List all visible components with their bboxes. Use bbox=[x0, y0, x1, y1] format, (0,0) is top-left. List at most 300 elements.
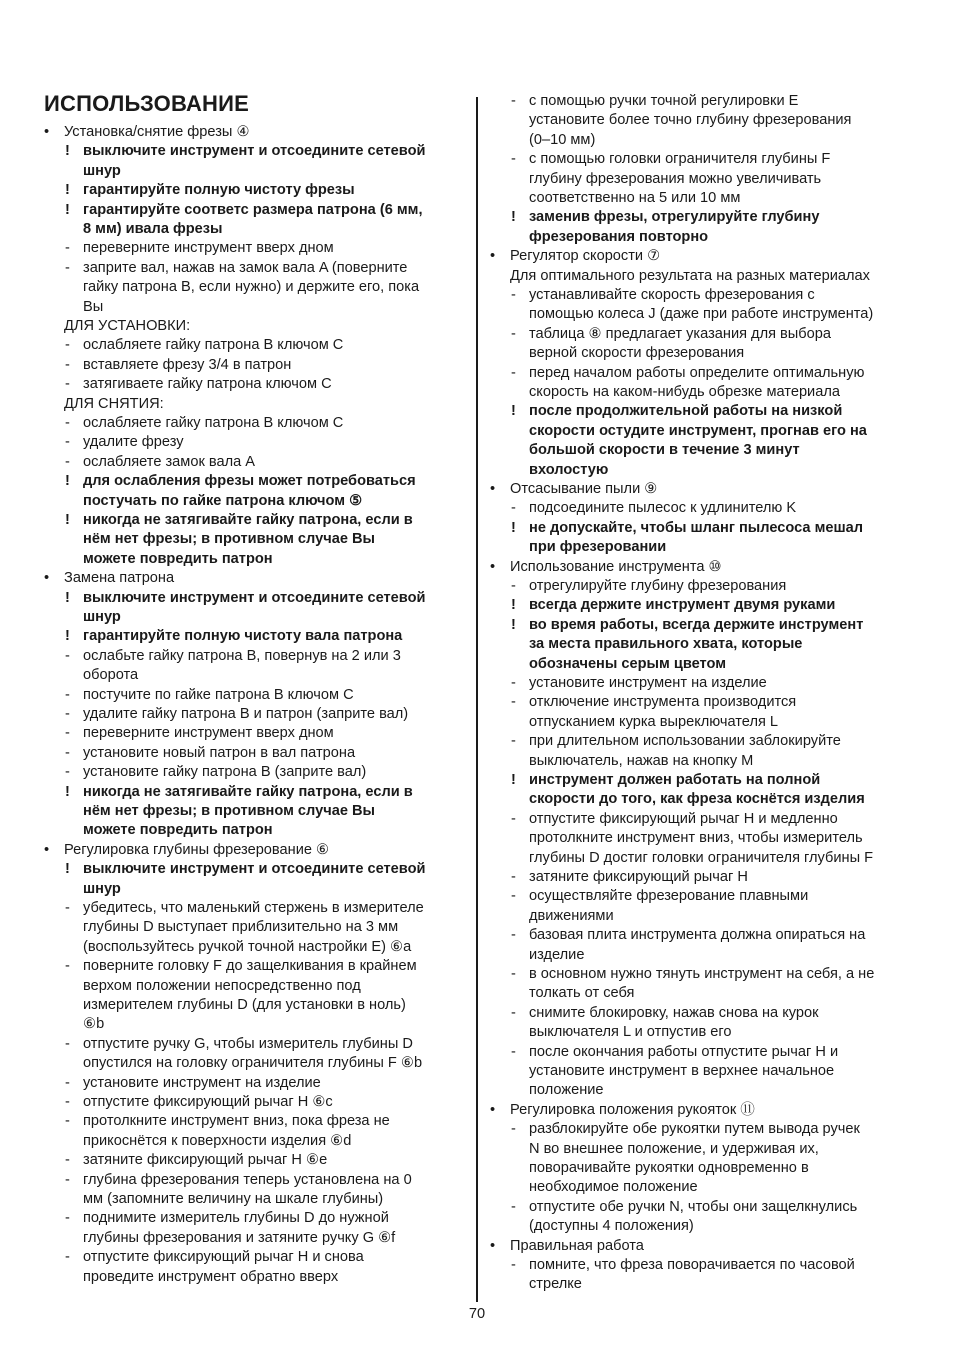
bullet-marker: • bbox=[44, 124, 50, 140]
text-line bbox=[44, 841, 330, 860]
warning-marker: ! bbox=[65, 143, 70, 160]
line-text: выключите инструмент и отсоедините сетевой bbox=[83, 589, 426, 606]
text-line bbox=[511, 674, 767, 693]
text-line bbox=[64, 395, 164, 414]
text-line bbox=[490, 558, 722, 577]
text-line bbox=[65, 705, 409, 724]
text-line bbox=[65, 899, 424, 918]
warning-marker: ! bbox=[65, 861, 70, 878]
text-line bbox=[511, 499, 797, 518]
line-text: Регулировка глубины фрезерование ⑥ bbox=[64, 841, 330, 858]
text-line bbox=[83, 1190, 383, 1209]
text-line bbox=[511, 965, 875, 984]
line-text: глубины фрезерования и затяните ручку G ⑥f bbox=[83, 1229, 396, 1246]
text-line bbox=[65, 724, 334, 743]
line-text: (доступны 4 положения) bbox=[529, 1218, 694, 1235]
text-line bbox=[529, 907, 614, 926]
line-text: стрелке bbox=[529, 1276, 582, 1293]
dash-marker: - bbox=[511, 694, 516, 711]
line-text: разблокируйте обе рукоятки путем вывода ручек bbox=[529, 1121, 860, 1138]
text-line bbox=[529, 1081, 604, 1100]
dash-marker: - bbox=[511, 675, 516, 691]
bullet-marker: • bbox=[44, 570, 50, 587]
text-line bbox=[65, 1171, 412, 1190]
text-line bbox=[65, 142, 426, 161]
text-line bbox=[490, 1237, 644, 1256]
line-text: затягиваете гайку патрона ключом C bbox=[83, 376, 332, 393]
bullet-marker: • bbox=[490, 481, 496, 497]
dash-marker: - bbox=[511, 500, 516, 517]
dash-marker: - bbox=[65, 259, 70, 276]
line-text: выключателя L и отпустив его bbox=[529, 1024, 732, 1041]
dash-marker: - bbox=[65, 337, 70, 354]
text-line bbox=[529, 1062, 834, 1081]
dash-marker: - bbox=[65, 376, 70, 393]
dash-marker: - bbox=[511, 578, 516, 594]
line-text: затяните фиксирующий рычаг H ⑥e bbox=[83, 1152, 328, 1169]
line-text: заменив фрезы, отрегулируйте глубину bbox=[529, 209, 820, 226]
text-line bbox=[511, 1004, 819, 1023]
text-line bbox=[83, 530, 375, 549]
line-text: глубину фрезерования можно увеличивать bbox=[529, 170, 822, 187]
text-line bbox=[529, 946, 584, 965]
dash-marker: - bbox=[511, 151, 516, 168]
dash-marker: - bbox=[65, 453, 70, 470]
line-text: после окончания работы отпустите рычаг H и bbox=[529, 1043, 839, 1060]
line-text: скорость на каком-нибудь обрезке материала bbox=[529, 384, 840, 400]
dash-marker: - bbox=[65, 744, 70, 761]
line-text: Замена патрона bbox=[64, 570, 175, 587]
line-text: отпустите обе ручки N, чтобы они защелкнулись bbox=[529, 1198, 858, 1215]
line-text: перед началом работы определите оптимальную bbox=[529, 364, 865, 381]
line-text: ⑥b bbox=[83, 1016, 105, 1033]
line-text: выключите инструмент и отсоедините сетевой bbox=[83, 143, 426, 160]
text-line bbox=[511, 286, 815, 305]
line-text: устанавливайте скорость фрезерования с bbox=[529, 287, 815, 303]
text-line bbox=[511, 92, 799, 111]
dash-marker: - bbox=[65, 1035, 70, 1052]
line-text: ДЛЯ УСТАНОВКИ: bbox=[64, 318, 191, 334]
line-text: заприте вал, нажав на замок вала A (поверните bbox=[83, 259, 408, 276]
line-text: таблица ⑧ предлагает указания для выбора bbox=[529, 325, 831, 342]
text-line bbox=[83, 1268, 338, 1287]
dash-marker: - bbox=[511, 810, 516, 827]
text-line bbox=[529, 228, 708, 247]
text-line bbox=[83, 298, 103, 317]
line-text: затяните фиксирующий рычаг H bbox=[529, 869, 748, 885]
dash-marker: - bbox=[511, 287, 516, 303]
line-text: за места правильного хвата, которые bbox=[529, 636, 803, 653]
text-line bbox=[83, 802, 375, 821]
line-text: отпустите фиксирующий рычаг H ⑥c bbox=[83, 1094, 333, 1110]
dash-marker: - bbox=[65, 415, 70, 431]
line-text: инструмент должен работать на полной bbox=[529, 772, 821, 788]
dash-marker: - bbox=[65, 958, 70, 975]
text-line bbox=[511, 596, 836, 615]
line-text: протолкните инструмент вниз, пока фреза не bbox=[83, 1113, 390, 1130]
text-line bbox=[529, 790, 865, 809]
text-line bbox=[529, 1217, 694, 1236]
dash-marker: - bbox=[65, 900, 70, 916]
text-line bbox=[529, 111, 851, 130]
text-line bbox=[65, 239, 334, 258]
text-line bbox=[65, 957, 417, 976]
line-text: базовая плита инструмента должна опираться на bbox=[529, 927, 866, 944]
text-line bbox=[529, 461, 608, 480]
text-line bbox=[83, 1054, 422, 1073]
warning-marker: ! bbox=[65, 628, 70, 645]
text-line bbox=[529, 344, 744, 363]
warning-marker: ! bbox=[65, 201, 70, 218]
section-heading: ИСПОЛЬЗОВАНИЕ bbox=[44, 91, 250, 116]
text-line bbox=[83, 550, 273, 569]
text-line bbox=[65, 686, 354, 705]
line-text: поднимите измеритель глубины D до нужной bbox=[83, 1210, 389, 1227]
text-line bbox=[65, 1248, 364, 1267]
text-line bbox=[529, 1275, 582, 1294]
line-text: Вы bbox=[83, 298, 104, 315]
text-line bbox=[511, 364, 865, 383]
warning-marker: ! bbox=[65, 182, 70, 199]
text-line bbox=[511, 1043, 839, 1062]
text-line bbox=[83, 1015, 104, 1034]
text-line bbox=[529, 1140, 819, 1159]
dash-marker: - bbox=[511, 1004, 516, 1021]
text-line bbox=[65, 1074, 321, 1093]
line-text: переверните инструмент вверх дном bbox=[83, 240, 334, 257]
text-line bbox=[529, 189, 740, 208]
dash-marker: - bbox=[65, 1210, 70, 1227]
text-line bbox=[511, 208, 820, 227]
bullet-marker: • bbox=[44, 841, 50, 858]
line-text: гарантируйте соответс размера патрона (6 мм, bbox=[83, 201, 423, 218]
text-line bbox=[511, 887, 809, 906]
dash-marker: - bbox=[511, 966, 516, 982]
line-text: никогда не затягивайте гайку патрона, если в bbox=[83, 783, 413, 800]
dash-marker: - bbox=[65, 764, 70, 781]
line-text: установите гайку патрона B (заприте вал) bbox=[83, 764, 367, 781]
text-line bbox=[490, 1101, 755, 1120]
text-line bbox=[65, 1112, 390, 1131]
text-line bbox=[65, 860, 426, 879]
text-line bbox=[83, 492, 362, 511]
line-text: измерителем глубины D (для установки в ноль) bbox=[83, 997, 406, 1013]
line-text: поворачивайте рукоятки одновременно в bbox=[529, 1160, 809, 1176]
text-line bbox=[65, 1035, 413, 1054]
line-text: гарантируйте полную чистоту фрезы bbox=[83, 182, 355, 199]
text-line bbox=[511, 771, 821, 790]
line-text: ослабляете замок вала A bbox=[83, 453, 256, 470]
text-line bbox=[511, 325, 831, 344]
text-line bbox=[83, 278, 419, 297]
text-line bbox=[65, 744, 356, 763]
line-text: шнур bbox=[83, 880, 121, 897]
line-text: скорости до того, как фреза коснётся изделия bbox=[529, 791, 865, 808]
text-line bbox=[529, 1159, 809, 1178]
text-line bbox=[65, 1209, 389, 1228]
line-text: никогда не затягивайте гайку патрона, если в bbox=[83, 512, 413, 528]
bullet-marker: • bbox=[490, 1237, 496, 1254]
line-text: снимите блокировку, нажав снова на курок bbox=[529, 1004, 819, 1021]
line-text: 8 мм) ивала фрезы bbox=[83, 221, 223, 237]
line-text: Установка/снятие фрезы ④ bbox=[64, 124, 250, 140]
dash-marker: - bbox=[511, 733, 516, 750]
dash-marker: - bbox=[65, 1113, 70, 1130]
dash-marker: - bbox=[65, 647, 70, 664]
line-text: верной скорости фрезерования bbox=[529, 345, 745, 362]
text-line bbox=[511, 1120, 860, 1139]
text-line bbox=[529, 383, 840, 402]
text-line bbox=[83, 1229, 395, 1248]
text-line bbox=[511, 402, 843, 421]
dash-marker: - bbox=[511, 888, 516, 905]
dash-marker: - bbox=[65, 1249, 70, 1266]
line-text: изделие bbox=[529, 946, 585, 963]
dash-marker: - bbox=[65, 1094, 70, 1110]
line-text: глубины D выступает приблизительно на 3 мм bbox=[83, 919, 399, 936]
line-text: положение bbox=[529, 1082, 604, 1099]
line-text: можете повредить патрон bbox=[83, 550, 273, 567]
text-line bbox=[65, 201, 423, 220]
dash-marker: - bbox=[65, 356, 70, 373]
text-line bbox=[511, 577, 787, 596]
line-text: скорости остудите инструмент, прогнав его на bbox=[529, 422, 867, 439]
text-line bbox=[511, 868, 748, 887]
line-text: Регулятор скорости ⑦ bbox=[510, 248, 661, 265]
line-text: в основном нужно тянуть инструмент на себя, а не bbox=[529, 966, 875, 982]
text-line bbox=[511, 519, 864, 538]
text-line bbox=[65, 414, 344, 433]
text-line bbox=[83, 880, 121, 899]
dash-marker: - bbox=[65, 1152, 70, 1169]
text-line bbox=[65, 647, 401, 666]
line-text: Использование инструмента ⑩ bbox=[510, 558, 722, 575]
line-text: N во внешнее положение, и удерживая их, bbox=[529, 1140, 819, 1157]
warning-marker: ! bbox=[65, 589, 70, 606]
text-line bbox=[511, 810, 838, 829]
line-text: постучать по гайке патрона ключом ⑤ bbox=[83, 492, 363, 509]
text-line bbox=[83, 220, 223, 239]
dash-marker: - bbox=[65, 706, 70, 722]
text-line bbox=[64, 317, 190, 336]
line-text: установите инструмент на изделие bbox=[83, 1074, 321, 1091]
line-text: Для оптимального результата на разных материалах bbox=[510, 267, 870, 284]
text-line bbox=[65, 433, 184, 452]
text-line bbox=[529, 131, 595, 150]
text-line bbox=[529, 829, 863, 848]
warning-marker: ! bbox=[65, 512, 70, 528]
line-text: обозначены серым цветом bbox=[529, 655, 727, 672]
line-text: Отсасывание пыли ⑨ bbox=[510, 481, 658, 497]
dash-marker: - bbox=[65, 725, 70, 742]
text-line bbox=[65, 1093, 333, 1112]
text-line bbox=[529, 655, 726, 674]
text-line bbox=[529, 713, 778, 732]
dash-marker: - bbox=[65, 240, 70, 257]
line-text: ослабляете гайку патрона B ключом C bbox=[83, 415, 344, 431]
line-text: глубины D достиг головки ограничителя глубины F bbox=[529, 849, 874, 866]
warning-marker: ! bbox=[65, 783, 70, 800]
line-text: подсоедините пылесос к удлинителю K bbox=[529, 500, 797, 517]
text-line bbox=[529, 441, 800, 460]
text-line bbox=[529, 170, 821, 189]
text-line bbox=[83, 162, 121, 181]
text-line bbox=[65, 627, 403, 646]
line-text: нём нет фрезы; в противном случае Вы bbox=[83, 531, 376, 548]
text-line bbox=[511, 616, 864, 635]
line-text: вставляете фрезу 3/4 в патрон bbox=[83, 356, 292, 373]
text-line bbox=[83, 918, 398, 937]
line-text: отключение инструмента производится bbox=[529, 694, 797, 711]
text-line bbox=[490, 247, 661, 266]
line-text: установите инструмент на изделие bbox=[529, 675, 767, 691]
dash-marker: - bbox=[511, 325, 516, 342]
text-line bbox=[511, 1198, 858, 1217]
dash-marker: - bbox=[511, 1121, 516, 1138]
text-line bbox=[511, 150, 831, 169]
line-text: верхом положении непосредственно под bbox=[83, 977, 361, 994]
text-line bbox=[83, 938, 411, 957]
text-line bbox=[529, 635, 802, 654]
line-text: проведите инструмент обратно вверх bbox=[83, 1268, 339, 1285]
line-text: осуществляйте фрезерование плавными bbox=[529, 888, 809, 905]
line-text: необходимое положение bbox=[529, 1179, 698, 1196]
line-text: вхолостую bbox=[529, 461, 609, 478]
text-line bbox=[65, 356, 292, 375]
line-text: Регулировка положения рукояток ⑪ bbox=[510, 1101, 755, 1118]
line-text: фрезерования повторно bbox=[529, 228, 709, 245]
line-text: ДЛЯ СНЯТИЯ: bbox=[64, 395, 164, 412]
line-text: мм (запомните величину на шкале глубины) bbox=[83, 1191, 384, 1207]
text-line bbox=[65, 472, 416, 491]
line-text: при длительном использовании заблокируйте bbox=[529, 733, 841, 750]
line-text: соответственно на 5 или 10 мм bbox=[529, 190, 741, 206]
warning-marker: ! bbox=[511, 616, 516, 633]
text-line bbox=[65, 1151, 328, 1170]
text-line bbox=[65, 763, 367, 782]
line-text: выключите инструмент и отсоедините сетевой bbox=[83, 861, 426, 878]
text-line bbox=[65, 375, 332, 394]
line-text: (0–10 мм) bbox=[529, 131, 596, 148]
text-line bbox=[83, 1132, 351, 1151]
text-line bbox=[65, 259, 408, 278]
text-line bbox=[65, 511, 413, 530]
line-text: для ослабления фрезы может потребоваться bbox=[83, 473, 416, 490]
text-line bbox=[511, 926, 866, 945]
text-line bbox=[44, 123, 250, 142]
dash-marker: - bbox=[65, 1074, 70, 1091]
line-text: отпустите фиксирующий рычаг H и медленно bbox=[529, 810, 838, 827]
line-text: постучите по гайке патрона B ключом C bbox=[83, 686, 354, 703]
line-text: гарантируйте полную чистоту вала патрона bbox=[83, 628, 403, 645]
line-text: всегда держите инструмент двумя руками bbox=[529, 597, 836, 614]
line-text: во время работы, всегда держите инструмент bbox=[529, 616, 864, 633]
warning-marker: ! bbox=[511, 209, 516, 226]
dash-marker: - bbox=[511, 927, 516, 944]
line-text: с помощью ручки точной регулировки E bbox=[529, 93, 799, 109]
line-text: поверните головку F до защелкивания в крайнем bbox=[83, 958, 417, 975]
dash-marker: - bbox=[511, 1198, 516, 1215]
line-text: большой скорости в течение 3 минут bbox=[529, 442, 800, 459]
line-text: протолкните инструмент вниз, чтобы измеритель bbox=[529, 830, 863, 847]
bullet-marker: • bbox=[490, 558, 496, 575]
line-text: помощью колеса J (даже при работе инструмента) bbox=[529, 306, 874, 323]
line-text: отпустите ручку G, чтобы измеритель глубины D bbox=[83, 1035, 413, 1052]
text-line bbox=[65, 453, 256, 472]
text-line bbox=[529, 538, 666, 557]
text-line bbox=[529, 752, 753, 771]
dash-marker: - bbox=[511, 364, 516, 381]
warning-marker: ! bbox=[511, 519, 516, 536]
dash-marker: - bbox=[65, 1171, 70, 1188]
line-text: переверните инструмент вверх дном bbox=[83, 725, 334, 742]
line-text: Правильная работа bbox=[510, 1237, 644, 1254]
text-line bbox=[511, 1256, 855, 1275]
bullet-marker: • bbox=[490, 1101, 496, 1118]
line-text: установите новый патрон в вал патрона bbox=[83, 744, 356, 761]
bullet-marker: • bbox=[490, 248, 496, 265]
line-text: нём нет фрезы; в противном случае Вы bbox=[83, 803, 376, 819]
text-line bbox=[65, 783, 413, 802]
text-line bbox=[83, 821, 273, 840]
dash-marker: - bbox=[511, 1043, 516, 1060]
line-text: отрегулируйте глубину фрезерования bbox=[529, 578, 787, 594]
text-line bbox=[490, 480, 658, 499]
warning-marker: ! bbox=[511, 597, 516, 614]
line-text: шнур bbox=[83, 162, 121, 179]
line-text: глубина фрезерования теперь установлена на 0 bbox=[83, 1171, 412, 1188]
line-text: убедитесь, что маленький стержень в измерителе bbox=[83, 900, 424, 916]
text-line bbox=[529, 422, 867, 441]
text-line bbox=[529, 1023, 731, 1042]
warning-marker: ! bbox=[511, 403, 516, 420]
line-text: гайку патрона B, если нужно) и держите его, пока bbox=[83, 279, 420, 296]
text-line bbox=[65, 589, 426, 608]
text-line bbox=[529, 1178, 698, 1197]
line-text: удалите гайку патрона B и патрон (заприте вал) bbox=[83, 706, 409, 722]
text-line bbox=[511, 693, 797, 712]
line-text: шнур bbox=[83, 609, 121, 625]
line-text: выключатель, нажав на кнопку M bbox=[529, 752, 754, 769]
column-divider bbox=[476, 97, 478, 1302]
dash-marker: - bbox=[511, 93, 516, 109]
text-line bbox=[65, 336, 344, 355]
line-text: (воспользуйтесь ручкой точной настройки E) ⑥a bbox=[83, 938, 412, 955]
text-line bbox=[529, 849, 873, 868]
text-line bbox=[83, 996, 406, 1015]
text-line bbox=[83, 977, 361, 996]
dash-marker: - bbox=[65, 686, 70, 703]
line-text: удалите фрезу bbox=[83, 434, 184, 451]
line-text: прикоснётся к поверхности изделия ⑥d bbox=[83, 1132, 352, 1149]
line-text: помните, что фреза поворачивается по часовой bbox=[529, 1257, 855, 1273]
warning-marker: ! bbox=[511, 772, 516, 788]
line-text: ослабьте гайку патрона B, повернув на 2 или 3 bbox=[83, 647, 401, 664]
text-line bbox=[83, 608, 121, 627]
line-text: толкать от себя bbox=[529, 985, 635, 1002]
line-text: установите инструмент в верхнее начальное bbox=[529, 1063, 835, 1079]
line-text: отпусканием курка выреключателя L bbox=[529, 713, 779, 730]
line-text: оборота bbox=[83, 667, 139, 684]
line-text: не допускайте, чтобы шланг пылесоса мешал bbox=[529, 519, 864, 536]
dash-marker: - bbox=[511, 1257, 516, 1273]
text-line bbox=[510, 267, 870, 286]
line-text: установите более точно глубину фрезерования bbox=[529, 112, 852, 129]
line-text: движениями bbox=[529, 907, 614, 924]
line-text: ослабляете гайку патрона B ключом C bbox=[83, 337, 344, 354]
text-line bbox=[83, 666, 138, 685]
line-text: с помощью головки ограничителя глубины F bbox=[529, 151, 831, 168]
